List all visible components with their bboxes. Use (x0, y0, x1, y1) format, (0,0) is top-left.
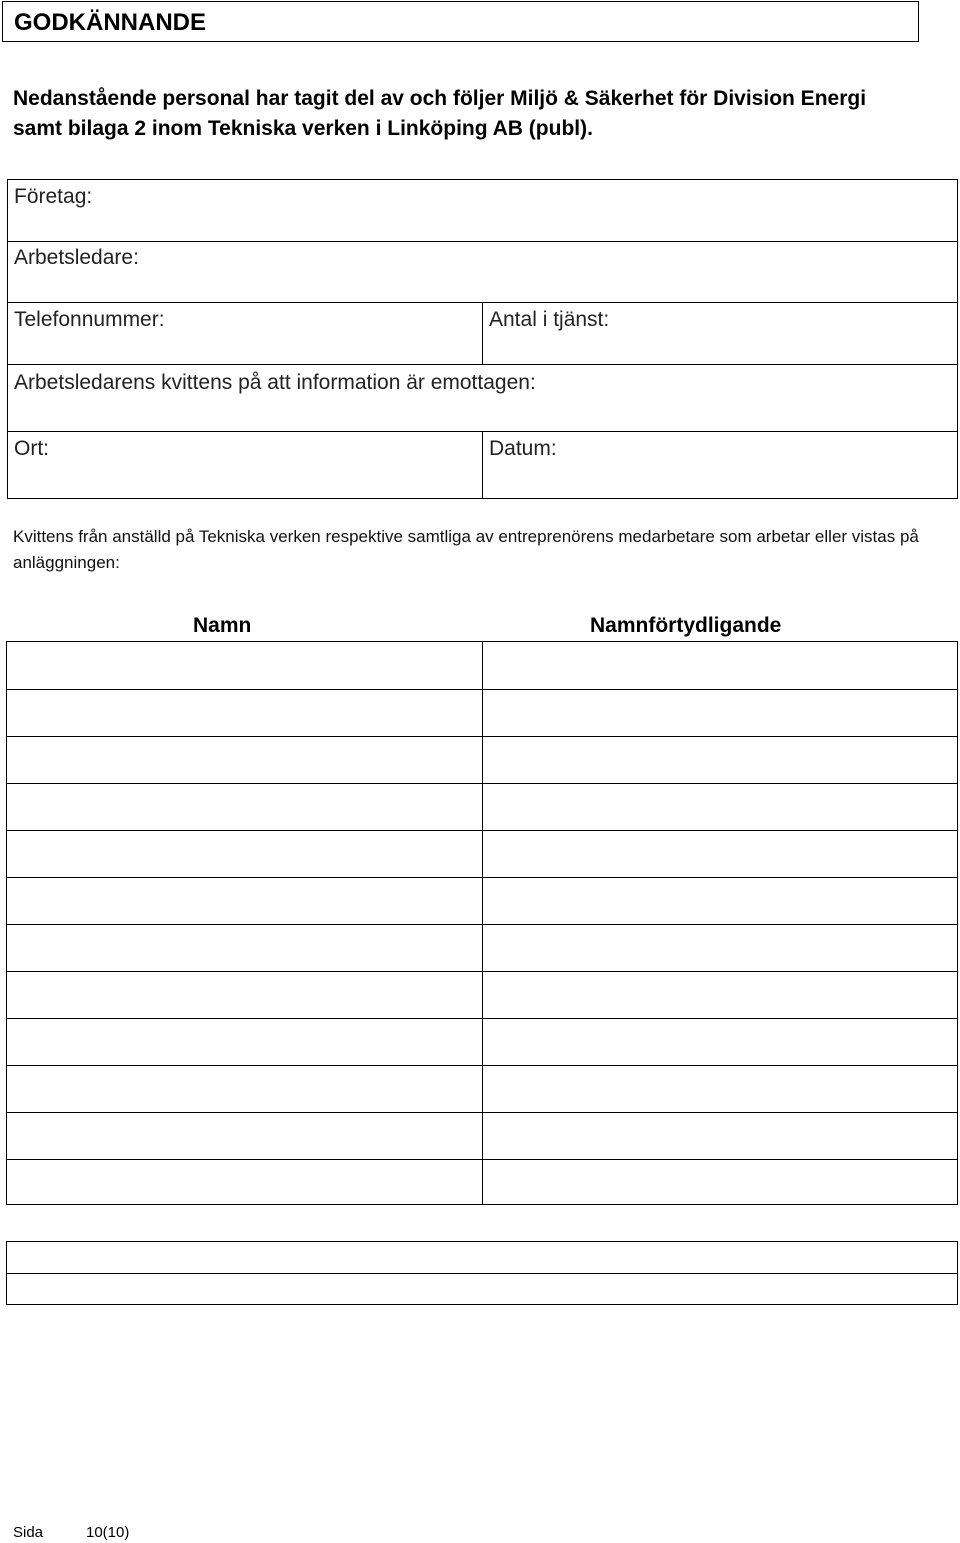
form-divider (482, 302, 483, 364)
footer-page-number: 10(10) (86, 1524, 130, 1541)
antal-field[interactable]: Antal i tjänst: (489, 308, 610, 331)
signature-table (6, 641, 958, 1205)
table-row-divider (7, 783, 957, 784)
datum-field[interactable]: Datum: (489, 437, 557, 460)
table-row-divider (7, 830, 957, 831)
ort-field[interactable]: Ort: (14, 437, 49, 460)
table-column-divider (482, 642, 483, 1204)
arbetsledare-field[interactable]: Arbetsledare: (14, 246, 139, 269)
column-header-namn: Namn (193, 614, 252, 637)
intro-text: Nedanstående personal har tagit del av och följer Miljö & Säkerhet för Division Energi samt bilaga 2 inom Tekniska verken i Linköping AB (publ). (13, 87, 867, 140)
extra-table (6, 1241, 958, 1305)
table-row-divider (7, 1112, 957, 1113)
table-row-divider (7, 971, 957, 972)
table-row-divider (7, 1065, 957, 1066)
table-row-divider (7, 1018, 957, 1019)
page-title: GODKÄNNANDE (14, 9, 206, 36)
form-divider (8, 241, 957, 242)
foretag-field[interactable]: Företag: (14, 185, 93, 208)
table-row-divider (7, 1273, 957, 1274)
table-row-divider (7, 736, 957, 737)
heading-box (2, 1, 919, 42)
telefonnummer-field[interactable]: Telefonnummer: (14, 308, 165, 331)
table-row-divider (7, 1159, 957, 1160)
arbetsledare-kvittens-field[interactable]: Arbetsledarens kvittens på att information är emottagen: (14, 371, 536, 394)
table-row-divider (7, 689, 957, 690)
employee-kvittens-text: Kvittens från anställd på Tekniska verken respektive samtliga av entreprenörens medarbetare som arbetar eller vistas på anläggningen: (13, 527, 919, 572)
form-divider (482, 431, 483, 499)
table-row-divider (7, 924, 957, 925)
column-header-namnfortydligande: Namnförtydligande (590, 614, 782, 637)
footer-page-label: Sida (13, 1524, 44, 1541)
company-info-form (7, 179, 958, 499)
table-row-divider (7, 877, 957, 878)
form-divider (8, 364, 957, 365)
